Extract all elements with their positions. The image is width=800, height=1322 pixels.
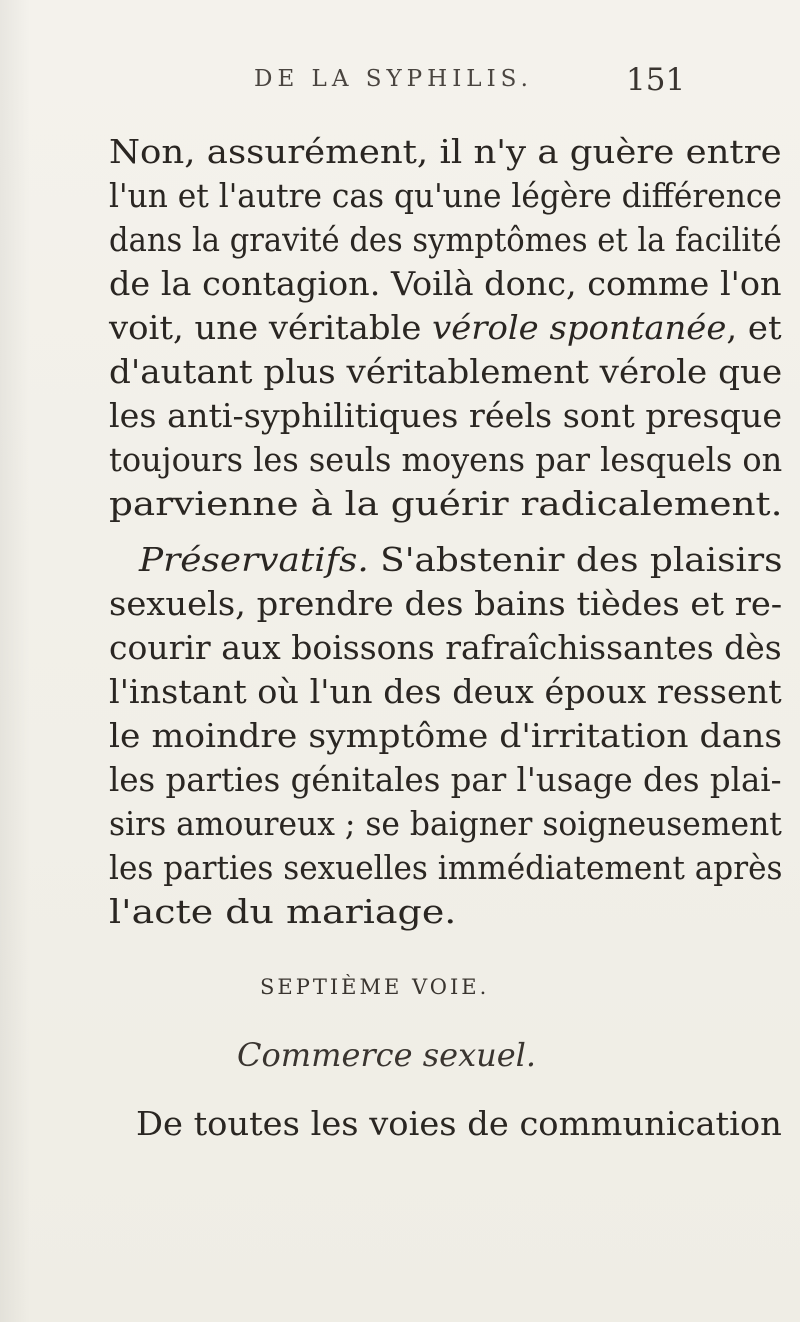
text-line [139, 540, 782, 580]
text-span: voit, une véritable [109, 308, 433, 347]
text-line: l'acte du mariage. [109, 892, 457, 931]
text-line: l'instant où l'un des deux époux ressent [109, 672, 782, 711]
text-line: le moindre symptôme d'irritation dans [109, 716, 783, 755]
text-span: , et [726, 308, 782, 347]
text-line: sexuels, prendre des bains tièdes et re- [109, 584, 783, 623]
text-line: dans la gravité des symptômes et la facilité [109, 220, 782, 259]
page-header [0, 62, 800, 106]
text-line: parvienne à la guérir radicalement. [109, 484, 783, 523]
page-number: 151 [626, 62, 686, 98]
text-span: S'abstenir des plaisirs [368, 540, 783, 579]
text-line: sirs amoureux ; se baigner soigneusement [109, 804, 782, 843]
text-line: de la contagion. Voilà donc, comme l'on [109, 264, 782, 303]
section-subheading: Commerce sexuel. [237, 1036, 537, 1074]
text-line: d'autant plus véritablement vérole que [109, 352, 783, 391]
text-line: toujours les seuls moyens par lesquels on [109, 440, 783, 479]
text-line: les anti-syphilitiques réels sont presque [109, 396, 783, 435]
italic-term-verole-spontanee: vérole spontanée [432, 308, 727, 347]
italic-lead-preservatifs: Préservatifs. [139, 540, 369, 579]
text-line: De toutes les voies de communication [136, 1104, 782, 1143]
text-line: Non, assurément, il n'y a guère entre [109, 132, 782, 171]
text-line [109, 308, 782, 348]
text-line: l'un et l'autre cas qu'une légère différence [109, 176, 782, 215]
text-line: les parties sexuelles immédiatement après [109, 848, 783, 887]
text-line: les parties génitales par l'usage des plai- [109, 760, 782, 799]
running-title: DE LA SYPHILIS. [254, 66, 533, 92]
section-heading: SEPTIÈME VOIE. [260, 975, 490, 999]
text-line: courir aux boissons rafraîchissantes dès [109, 628, 782, 667]
